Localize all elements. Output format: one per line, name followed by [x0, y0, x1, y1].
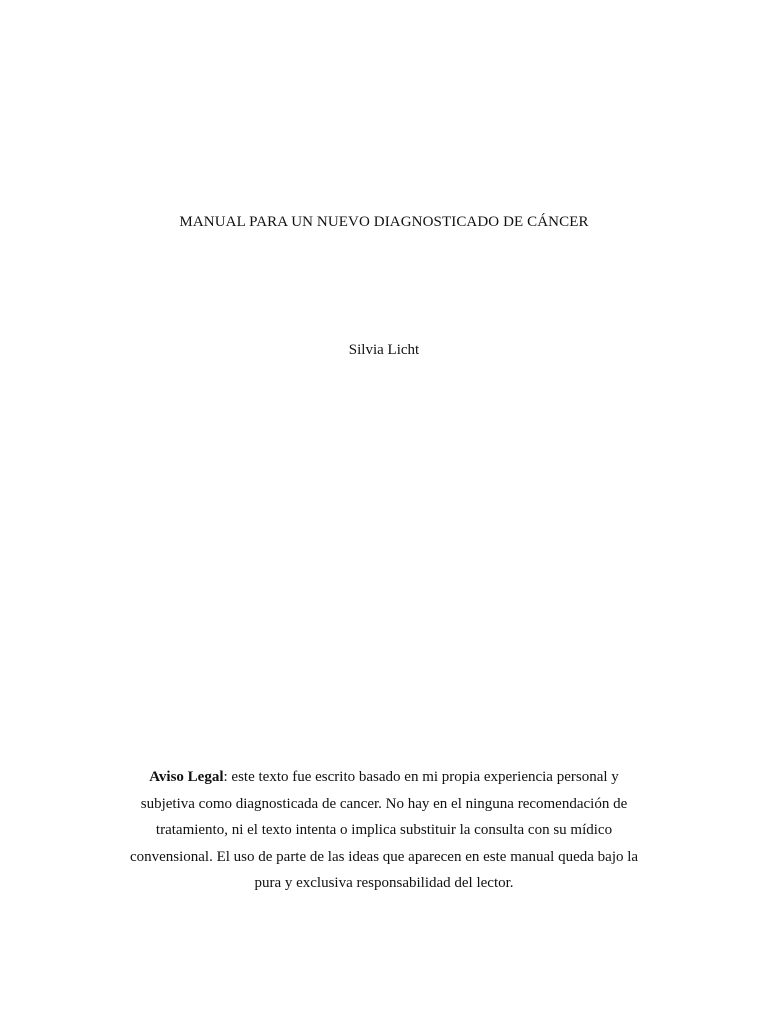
disclaimer-text-line: tratamiento, ni el texto intenta o implica substituir la consulta con su mídico [155, 822, 613, 838]
disclaimer-text-line: pura y exclusiva responsabilidad del lector. [254, 875, 514, 891]
document-title: MANUAL PARA UN NUEVO DIAGNOSTICADO DE CÁNCER [179, 214, 589, 230]
disclaimer-text-line: convensional. El uso de parte de las ideas que aparecen en este manual queda bajo la [129, 848, 639, 865]
disclaimer-text-line: subjetiva como diagnosticada de cancer. No hay en el ninguna recomendación de [140, 795, 628, 812]
legal-disclaimer [100, 764, 668, 897]
disclaimer-line-1 [100, 764, 668, 791]
disclaimer-text-line: : este texto fue escrito basado en mi propia experiencia personal y [223, 769, 619, 785]
author-name: Silvia Licht [348, 342, 420, 358]
disclaimer-label: Aviso Legal [149, 769, 224, 785]
